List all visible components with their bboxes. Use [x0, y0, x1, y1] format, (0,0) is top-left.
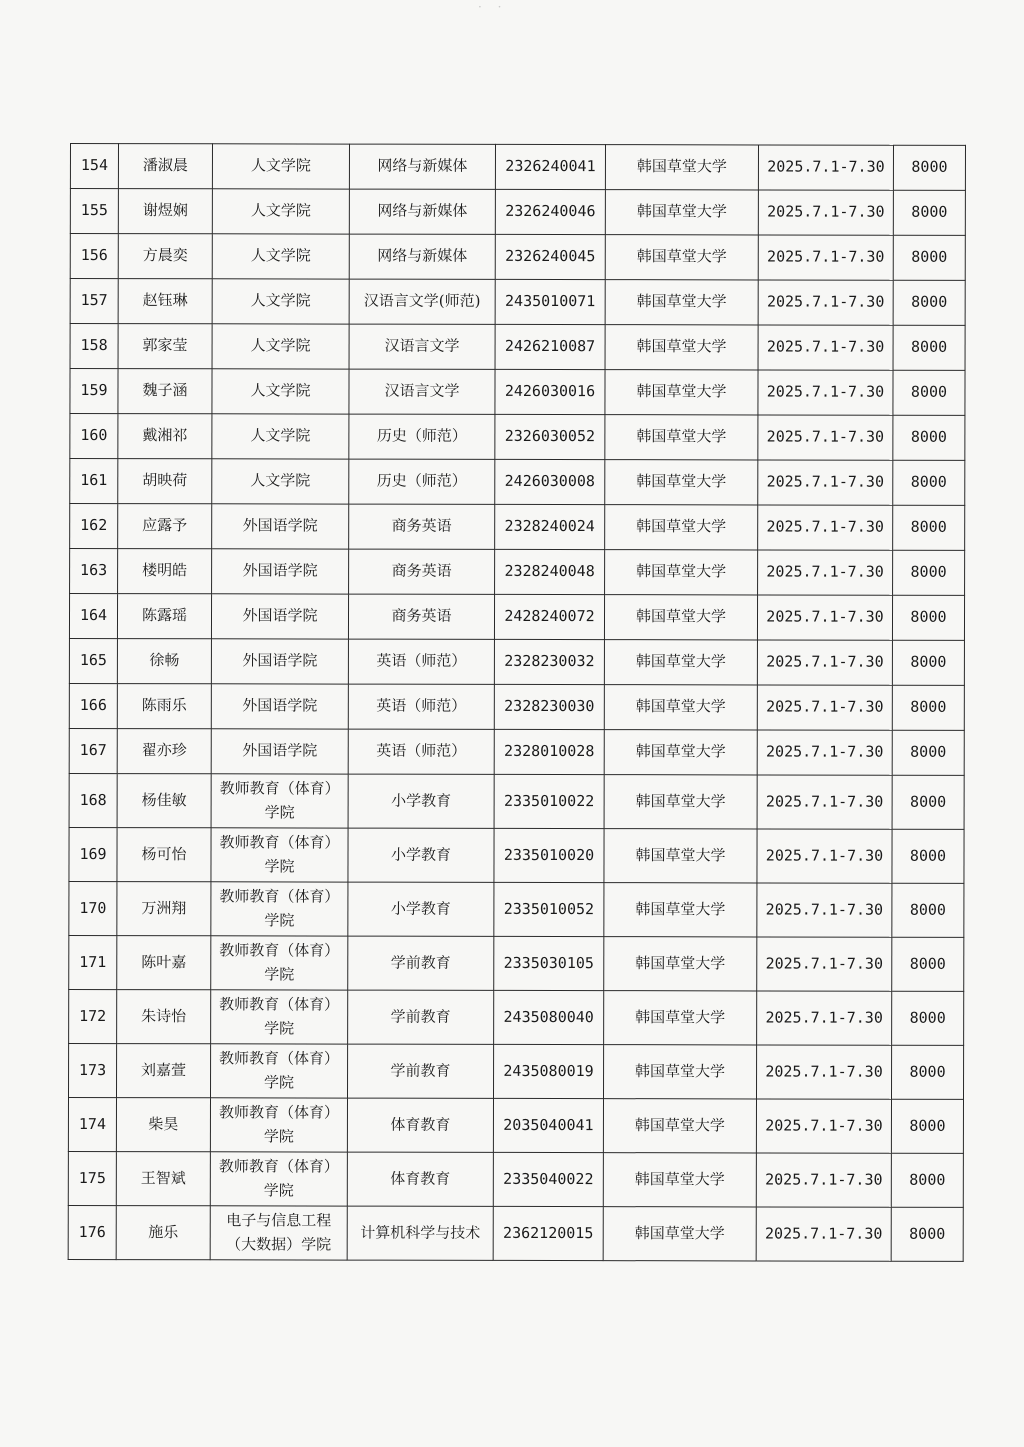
row-number: 163 [70, 549, 118, 594]
student-id: 2328240024 [495, 504, 605, 549]
program-dates: 2025.7.1-7.30 [757, 775, 892, 829]
college: 外国语学院 [211, 639, 348, 684]
table-row [69, 683, 964, 730]
row-number: 171 [69, 935, 117, 989]
program-dates: 2025.7.1-7.30 [756, 1153, 891, 1207]
program-dates: 2025.7.1-7.30 [758, 280, 893, 325]
funding-amount: 8000 [891, 1207, 963, 1261]
host-university: 韩国草堂大学 [605, 280, 758, 325]
program-dates: 2025.7.1-7.30 [757, 730, 892, 775]
funding-amount: 8000 [892, 595, 964, 640]
row-number: 157 [70, 279, 118, 324]
funding-amount: 8000 [892, 883, 964, 937]
roster-table [68, 143, 966, 1262]
funding-amount: 8000 [891, 1045, 963, 1099]
major: 网络与新媒体 [349, 144, 495, 189]
major: 体育教育 [347, 1152, 493, 1206]
college: 人文学院 [212, 369, 349, 414]
student-id: 2362120015 [493, 1206, 603, 1260]
row-number: 159 [70, 369, 118, 414]
program-dates: 2025.7.1-7.30 [757, 829, 892, 883]
host-university: 韩国草堂大学 [604, 883, 757, 937]
funding-amount: 8000 [892, 685, 964, 730]
student-id: 2326240046 [495, 189, 605, 234]
major: 学前教育 [348, 990, 494, 1044]
program-dates: 2025.7.1-7.30 [757, 883, 892, 937]
major: 学前教育 [348, 1044, 494, 1098]
student-id: 2328230030 [494, 684, 604, 729]
row-number: 170 [69, 881, 117, 935]
row-number: 174 [68, 1097, 116, 1151]
row-number: 164 [69, 594, 117, 639]
major: 历史（师范） [349, 459, 495, 504]
funding-amount: 8000 [893, 190, 965, 235]
student-id: 2326240045 [495, 234, 605, 279]
program-dates: 2025.7.1-7.30 [757, 640, 892, 685]
table-row [70, 324, 965, 371]
college: 教师教育（体育）学院 [211, 990, 348, 1044]
program-dates: 2025.7.1-7.30 [758, 505, 893, 550]
program-dates: 2025.7.1-7.30 [757, 937, 892, 991]
student-name: 胡映荷 [118, 459, 212, 504]
student-name: 翟亦珍 [117, 729, 211, 774]
major: 商务英语 [349, 504, 495, 549]
student-id: 2335040022 [493, 1152, 603, 1206]
row-number: 162 [70, 504, 118, 549]
major: 英语（师范） [348, 639, 494, 684]
college: 教师教育（体育）学院 [211, 1044, 348, 1098]
student-name: 方晨奕 [118, 234, 212, 279]
student-id: 2435010071 [495, 279, 605, 324]
funding-amount: 8000 [892, 991, 964, 1045]
funding-amount: 8000 [892, 775, 964, 829]
scan-artifact: · · [478, 0, 508, 14]
program-dates: 2025.7.1-7.30 [756, 1045, 891, 1099]
table-row [70, 549, 965, 596]
student-name: 戴湘祁 [118, 414, 212, 459]
table-row [69, 989, 964, 1045]
table-row [68, 1097, 963, 1153]
host-university: 韩国草堂大学 [604, 730, 757, 775]
college: 教师教育（体育）学院 [211, 882, 348, 936]
student-id: 2035040041 [493, 1098, 603, 1152]
row-number: 173 [69, 1043, 117, 1097]
student-id: 2435080040 [494, 990, 604, 1044]
roster-body [68, 144, 965, 1262]
funding-amount: 8000 [893, 325, 965, 370]
student-name: 郭家莹 [118, 324, 212, 369]
host-university: 韩国草堂大学 [603, 1045, 756, 1099]
student-name: 魏子涵 [118, 369, 212, 414]
major: 网络与新媒体 [349, 234, 495, 279]
college: 人文学院 [212, 459, 349, 504]
major: 汉语言文学 [349, 369, 495, 414]
major: 网络与新媒体 [349, 189, 495, 234]
major: 英语（师范） [348, 729, 494, 774]
table-row [69, 594, 964, 641]
host-university: 韩国草堂大学 [604, 595, 757, 640]
host-university: 韩国草堂大学 [604, 685, 757, 730]
funding-amount: 8000 [892, 829, 964, 883]
student-id: 2335030105 [494, 936, 604, 990]
funding-amount: 8000 [893, 235, 965, 280]
row-number: 155 [70, 189, 118, 234]
college: 人文学院 [212, 189, 349, 234]
student-name: 陈叶嘉 [117, 936, 211, 990]
college: 教师教育（体育）学院 [210, 1098, 347, 1152]
major: 小学教育 [348, 828, 494, 882]
row-number: 165 [69, 638, 117, 683]
table-row [70, 189, 965, 236]
row-number: 156 [70, 234, 118, 279]
table-row [70, 414, 965, 461]
student-name: 朱诗怡 [117, 990, 211, 1044]
major: 小学教育 [348, 774, 494, 828]
program-dates: 2025.7.1-7.30 [757, 595, 892, 640]
funding-amount: 8000 [893, 415, 965, 460]
table-row [69, 638, 964, 685]
student-name: 应露予 [118, 504, 212, 549]
college: 教师教育（体育）学院 [211, 936, 348, 990]
funding-amount: 8000 [891, 1099, 963, 1153]
funding-amount: 8000 [891, 1153, 963, 1207]
host-university: 韩国草堂大学 [605, 235, 758, 280]
host-university: 韩国草堂大学 [605, 190, 758, 235]
row-number: 167 [69, 728, 117, 773]
table-row [69, 881, 964, 937]
host-university: 韩国草堂大学 [603, 1207, 756, 1261]
row-number: 154 [70, 144, 118, 189]
host-university: 韩国草堂大学 [605, 325, 758, 370]
table-row [70, 369, 965, 416]
table-row [69, 728, 964, 775]
student-id: 2428240072 [494, 594, 604, 639]
college: 人文学院 [212, 144, 349, 189]
student-id: 2426210087 [495, 324, 605, 369]
student-id: 2335010020 [494, 828, 604, 882]
major: 小学教育 [348, 882, 494, 936]
college: 人文学院 [212, 279, 349, 324]
row-number: 172 [69, 989, 117, 1043]
funding-amount: 8000 [893, 145, 965, 190]
host-university: 韩国草堂大学 [604, 991, 757, 1045]
program-dates: 2025.7.1-7.30 [756, 1099, 891, 1153]
program-dates: 2025.7.1-7.30 [758, 415, 893, 460]
college: 教师教育（体育）学院 [210, 1152, 347, 1206]
program-dates: 2025.7.1-7.30 [757, 991, 892, 1045]
host-university: 韩国草堂大学 [605, 370, 758, 415]
student-name: 施乐 [116, 1206, 210, 1260]
program-dates: 2025.7.1-7.30 [757, 685, 892, 730]
host-university: 韩国草堂大学 [604, 937, 757, 991]
program-dates: 2025.7.1-7.30 [758, 145, 893, 190]
student-id: 2335010052 [494, 882, 604, 936]
student-id: 2326030052 [495, 414, 605, 459]
table-row [69, 827, 964, 883]
college: 人文学院 [212, 324, 349, 369]
major: 计算机科学与技术 [347, 1206, 493, 1260]
college: 电子与信息工程（大数据）学院 [210, 1206, 347, 1260]
student-name: 柴昊 [116, 1098, 210, 1152]
student-name: 刘嘉萱 [117, 1044, 211, 1098]
host-university: 韩国草堂大学 [605, 550, 758, 595]
major: 汉语言文学(师范) [349, 279, 495, 324]
major: 英语（师范） [348, 684, 494, 729]
college: 人文学院 [212, 414, 349, 459]
host-university: 韩国草堂大学 [605, 415, 758, 460]
table-row [68, 1205, 963, 1261]
program-dates: 2025.7.1-7.30 [758, 235, 893, 280]
host-university: 韩国草堂大学 [603, 1153, 756, 1207]
funding-amount: 8000 [893, 460, 965, 505]
student-id: 2328230032 [494, 639, 604, 684]
host-university: 韩国草堂大学 [604, 640, 757, 685]
major: 学前教育 [348, 936, 494, 990]
program-dates: 2025.7.1-7.30 [758, 370, 893, 415]
table-row [70, 144, 965, 191]
funding-amount: 8000 [893, 505, 965, 550]
table-row [68, 1151, 963, 1207]
college: 教师教育（体育）学院 [211, 828, 348, 882]
major: 历史（师范） [349, 414, 495, 459]
student-name: 赵钰琳 [118, 279, 212, 324]
college: 人文学院 [212, 234, 349, 279]
funding-amount: 8000 [892, 937, 964, 991]
student-name: 楼明皓 [118, 549, 212, 594]
table-row [69, 773, 964, 829]
student-name: 陈雨乐 [117, 684, 211, 729]
host-university: 韩国草堂大学 [605, 145, 758, 190]
major: 体育教育 [347, 1098, 493, 1152]
student-name: 万洲翔 [117, 882, 211, 936]
student-name: 谢煜娴 [118, 189, 212, 234]
major: 商务英语 [348, 594, 494, 639]
funding-amount: 8000 [893, 550, 965, 595]
student-name: 潘淑晨 [118, 144, 212, 189]
college: 外国语学院 [211, 684, 348, 729]
program-dates: 2025.7.1-7.30 [758, 190, 893, 235]
table-row [70, 279, 965, 326]
funding-amount: 8000 [892, 640, 964, 685]
row-number: 161 [70, 459, 118, 504]
funding-amount: 8000 [892, 730, 964, 775]
program-dates: 2025.7.1-7.30 [756, 1207, 891, 1261]
college: 外国语学院 [211, 594, 348, 639]
college: 外国语学院 [212, 549, 349, 594]
funding-amount: 8000 [893, 370, 965, 415]
college: 教师教育（体育）学院 [211, 774, 348, 828]
student-name: 杨佳敏 [117, 774, 211, 828]
table-row [69, 935, 964, 991]
college: 外国语学院 [211, 729, 348, 774]
table-row [69, 1043, 964, 1099]
student-id: 2435080019 [493, 1044, 603, 1098]
row-number: 175 [68, 1151, 116, 1205]
student-name: 陈露瑶 [117, 594, 211, 639]
table-row [70, 459, 965, 506]
student-id: 2426030016 [495, 369, 605, 414]
college: 外国语学院 [212, 504, 349, 549]
row-number: 169 [69, 827, 117, 881]
host-university: 韩国草堂大学 [604, 829, 757, 883]
host-university: 韩国草堂大学 [605, 460, 758, 505]
program-dates: 2025.7.1-7.30 [758, 550, 893, 595]
program-dates: 2025.7.1-7.30 [758, 460, 893, 505]
student-id: 2335010022 [494, 774, 604, 828]
host-university: 韩国草堂大学 [603, 1099, 756, 1153]
student-id: 2326240041 [495, 144, 605, 189]
row-number: 166 [69, 683, 117, 728]
student-name: 徐畅 [117, 639, 211, 684]
row-number: 176 [68, 1205, 116, 1259]
table-row [70, 234, 965, 281]
row-number: 168 [69, 773, 117, 827]
student-id: 2328240048 [495, 549, 605, 594]
student-id: 2426030008 [495, 459, 605, 504]
program-dates: 2025.7.1-7.30 [758, 325, 893, 370]
major: 汉语言文学 [349, 324, 495, 369]
student-name: 王智斌 [116, 1152, 210, 1206]
table-row [70, 504, 965, 551]
host-university: 韩国草堂大学 [604, 775, 757, 829]
row-number: 160 [70, 414, 118, 459]
student-name: 杨可怡 [117, 828, 211, 882]
row-number: 158 [70, 324, 118, 369]
funding-amount: 8000 [893, 280, 965, 325]
student-id: 2328010028 [494, 729, 604, 774]
host-university: 韩国草堂大学 [605, 505, 758, 550]
major: 商务英语 [349, 549, 495, 594]
